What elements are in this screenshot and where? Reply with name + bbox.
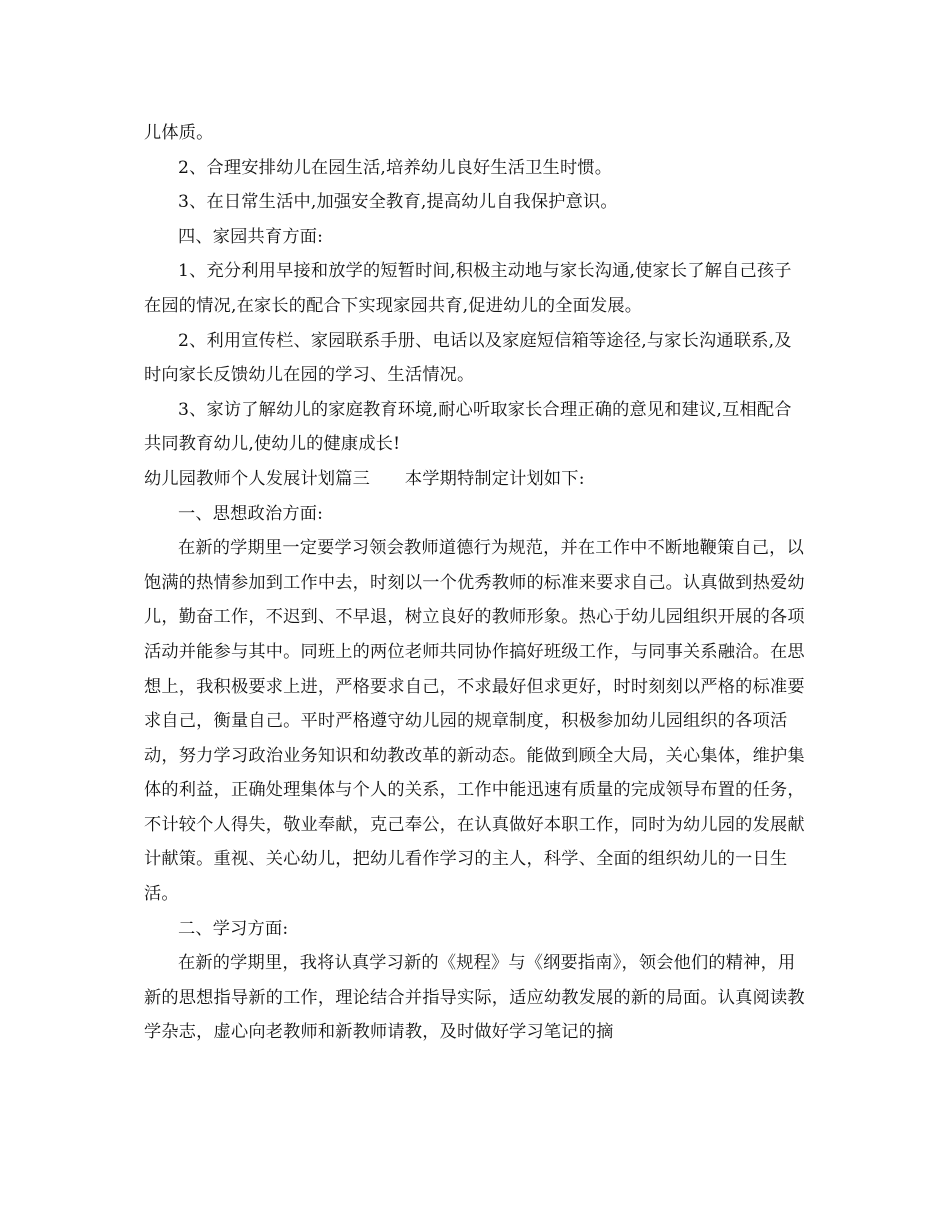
article-title: 幼儿园教师个人发展计划篇三 本学期特制定计划如下: <box>144 468 585 489</box>
paragraph-item: 3、家访了解幼儿的家庭教育环境,耐心听取家长合理正确的意见和建议,互相配合共同教育幼儿,使幼儿的健康成长! <box>144 399 792 455</box>
section-heading: 四、家园共育方面: <box>178 226 324 247</box>
paragraph-item: 2、合理安排幼儿在园生活,培养幼儿良好生活卫生时惯。 <box>178 157 613 178</box>
paragraph-item: 2、利用宣传栏、家园联系手册、电话以及家庭短信箱等途径,与家长沟通联系,及时向家长反馈幼儿在园的学习、生活情况。 <box>144 330 792 386</box>
paragraph-continuation: 儿体质。 <box>144 123 214 143</box>
paragraph-item: 3、在日常生活中,加强安全教育,提高幼儿自我保护意识。 <box>178 192 618 213</box>
paragraph-item: 1、充分利用早接和放学的短暂时间,积极主动地与家长沟通,使家长了解自己孩子在园的情况,在家长的配合下实现家园共育,促进幼儿的全面发展。 <box>144 261 792 316</box>
section-heading: 二、学习方面: <box>178 918 289 939</box>
paragraph-body: 在新的学期里，我将认真学习新的《规程》与《纲要指南》，领会他们的精神，用新的思想指导新的工作，理论结合并指导实际，适应幼教发展的新的局面。认真阅读教学杂志，虚心向老教师和新教师请教，及时做好学习笔记的摘 <box>144 953 805 1043</box>
paragraph-body: 在新的学期里一定要学习领会教师道德行为规范，并在工作中不断地鞭策自己，以饱满的热情参加到工作中去，时刻以一个优秀教师的标准来要求自己。认真做到热爱幼儿，勤奋工作，不迟到、不早退，树立良好的教师形象。热心于幼儿园组织开展的各项活动并能参与其中。同班上的两位老师共同协作搞好班级工作，与同事关系融洽。在思想上，我积极要求上进，严格要求自己，不求最好但求更好，时时刻刻以严格的标准要求自己，衡量自己。平时严格遵守幼儿园的规章制度，积极参加幼儿园组织的各项活动，努力学习政治业务知识和幼教改革的新动态。能做到顾全大局，关心集体，维护集体的利益，正确处理集体与个人的关系，工作中能迅速有质量的完成领导布置的任务，不计较个人得失，敬业奉献，克己奉公，在认真做好本职工作，同时为幼儿园的发展献计献策。重视、关心幼儿，把幼儿看作学习的主人，科学、全面的组织幼儿的一日生活。 <box>144 538 805 905</box>
document-body <box>144 116 809 1050</box>
section-heading: 一、思想政治方面: <box>178 503 324 524</box>
